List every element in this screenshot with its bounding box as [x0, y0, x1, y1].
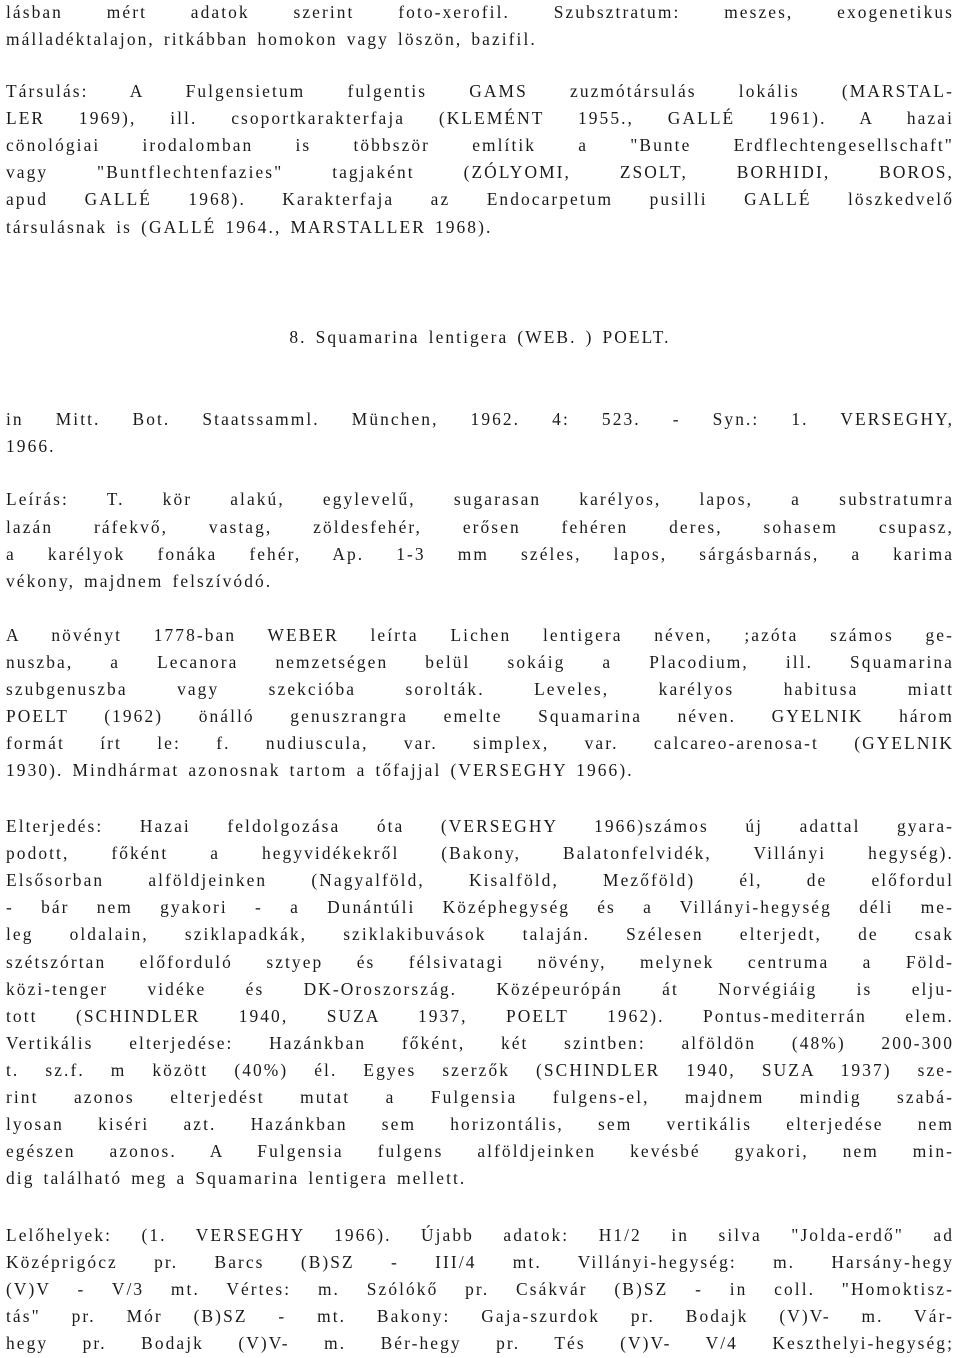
text-line: t. sz.f. m között (40%) él. Egyes szerzők (SCHINDLER 1940, SUZA 1937) sze- [6, 1060, 954, 1080]
text-line: egészen azonos. A Fulgensia fulgens alföldjeinken kevésbé gyakori, nem min- [6, 1141, 954, 1161]
text-line: 1966. [6, 436, 56, 456]
text-line: hegy pr. Bodajk (V)V- m. Bér-hegy pr. Tés (V)V- V/4 Keszthelyi-hegység; [6, 1333, 954, 1353]
text-line: Lelőhelyek: (1. VERSEGHY 1966). Újabb adatok: H1/2 in silva "Jolda-erdő" ad [6, 1225, 954, 1245]
text-line: apud GALLÉ 1968). Karakterfaja az Endocarpetum pusilli GALLÉ löszkedvelő [6, 189, 954, 209]
text-line: vékony, majdnem felszívódó. [6, 571, 273, 591]
text-line: cönológiai irodalomban is többször említik a "Bunte Erdflechtengesellschaft" [6, 135, 954, 155]
text-line: Leírás: T. kör alakú, egylevelű, sugarasan karélyos, lapos, a substratumra [6, 489, 954, 509]
text-line: LER 1969), ill. csoportkarakterfaja (KLEMÉNT 1955., GALLÉ 1961). A hazai [6, 108, 954, 128]
text-line: Elsősorban alföldjeinken (Nagyalföld, Kisalföld, Mezőföld) él, de előfordul [6, 870, 954, 890]
text-line: lyosan kiséri azt. Hazánkban sem horizontális, sem vertikális elterjedése nem [6, 1114, 954, 1134]
text-line: A növényt 1778-ban WEBER leírta Lichen lentigera néven, ;azóta számos ge- [6, 625, 954, 645]
text-line: vagy "Buntflechtenfazies" tagjaként (ZÓLYOMI, ZSOLT, BORHIDI, BOROS, [6, 162, 954, 182]
text-line: rint azonos elterjedést mutat a Fulgensia fulgens-el, majdnem mindig szabá- [6, 1087, 954, 1107]
text-line: Elterjedés: Hazai feldolgozása óta (VERSEGHY 1966)számos új adattal gyara- [6, 816, 954, 836]
text-line: - bár nem gyakori - a Dunántúli Középhegység és a Villányi-hegység déli me- [6, 897, 954, 917]
text-line: lazán ráfekvő, vastag, zöldesfehér, erősen fehéren deres, sohasem csupasz, [6, 517, 954, 537]
text-line: POELT (1962) önálló genuszrangra emelte Squamarina néven. GYELNIK három [6, 706, 954, 726]
text-line: formát írt le: f. nudiuscula, var. simplex, var. calcareo-arenosa-t (GYELNIK [6, 733, 954, 753]
text-line: Társulás: A Fulgensietum fulgentis GAMS zuzmótársulás lokális (MARSTAL- [6, 81, 954, 101]
text-line: 1930). Mindhármat azonosnak tartom a tőfajjal (VERSEGHY 1966). [6, 760, 634, 780]
text-line: dig található meg a Squamarina lentigera mellett. [6, 1168, 467, 1188]
text-line: lásban mért adatok szerint foto-xerofil. Szubsztratum: meszes, exogenetikus [6, 2, 954, 22]
text-line: a karélyok fonáka fehér, Ap. 1-3 mm széles, lapos, sárgásbarnás, a karima [6, 544, 954, 564]
text-line: podott, főként a hegyvidékekről (Bakony, Balatonfelvidék, Villányi hegység). [6, 843, 954, 863]
text-line: közi-tenger vidéke és DK-Oroszország. Középeurópán át Norvégiáig is elju- [6, 979, 954, 999]
text-line: (V)V - V/3 mt. Vértes: m. Szólókő pr. Csákvár (B)SZ - in coll. "Homoktisz- [6, 1279, 954, 1299]
document-page [6, 0, 954, 1358]
text-line: málladéktalajon, ritkábban homokon vagy löszön, bazifil. [6, 29, 537, 49]
text-line: Vertikális elterjedése: Hazánkban főként, két szintben: alföldön (48%) 200-300 [6, 1033, 954, 1053]
text-line: tás" pr. Mór (B)SZ - mt. Bakony: Gaja-szurdok pr. Bodajk (V)V- m. Vár- [6, 1306, 954, 1326]
text-line: szubgenuszba vagy szekcióba sorolták. Leveles, karélyos habitusa miatt [6, 679, 954, 699]
text-line: nuszba, a Lecanora nemzetségen belül sokáig a Placodium, ill. Squamarina [6, 652, 954, 672]
text-line: in Mitt. Bot. Staatssamml. München, 1962. 4: 523. - Syn.: 1. VERSEGHY, [6, 409, 954, 429]
text-line: szétszórtan előforduló sztyep és félsivatagi növény, melynek centruma a Föld- [6, 952, 954, 972]
text-line: tott (SCHINDLER 1940, SUZA 1937, POELT 1962). Pontus-mediterrán elem. [6, 1006, 954, 1026]
text-line: leg oldalain, sziklapadkák, sziklakibuvások talaján. Szélesen elterjedt, de csak [6, 924, 954, 944]
text-line: társulásnak is (GALLÉ 1964., MARSTALLER 1968). [6, 217, 493, 237]
species-heading: 8. Squamarina lentigera (WEB. ) POELT. [289, 327, 671, 347]
text-line: Középrigócz pr. Barcs (B)SZ - III/4 mt. Villányi-hegység: m. Harsány-hegy [6, 1252, 954, 1272]
